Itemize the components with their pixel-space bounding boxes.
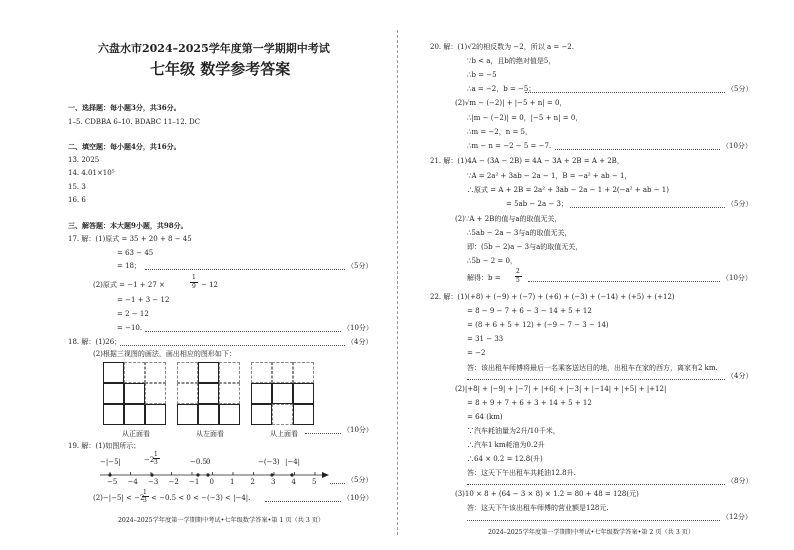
q17-part2-d: = 2 − 12 [117,310,149,318]
q20-line-4: ∴a = −2，b = −5； [467,85,536,93]
exam-title: 六盘水市2024–2025学年度第一学期期中考试 [98,42,330,55]
q19-line: 19. 解：(1)如图所示； [68,442,141,450]
q22-score-3: （12分） [722,513,752,521]
leader-dots [570,207,725,208]
q18-score-1: （4分） [347,338,373,346]
answer-16: 16. 6 [68,196,86,204]
front-view-label: 从正面看 [122,430,150,438]
q22-line-1: 22. 解：(1)(+8) + (−9) + (−7) + (+6) + (−3) + (−14) + (+5) + (+12) [430,293,675,301]
q21-part2-c: 即：(5b − 2)a − 3与a的取值无关， [467,243,583,251]
q19-score-1: （5分） [347,476,373,484]
number-line-tick-label: 0 [209,478,214,486]
leader-dots [145,269,345,270]
q17-part2-e: = −10. [117,324,143,332]
leader-dots [145,331,341,332]
q21-line-3: ∴原式 = A + 2B = 2a² + 3ab − 2a − 1 + 2(−a² + ab − 1) [467,186,669,194]
q21-part2-a: (2)∵A + 2B的值与a的取值无关， [455,215,562,223]
nl-point-label: −0.5 [190,458,207,466]
q19-part2: (2)−|−5| < −2 [93,494,145,502]
leader-dots [467,520,720,521]
q20-line-3: ∴b = −5 [467,71,497,79]
leader-dots [467,484,725,485]
q21-line-4: = 5ab − 2a − 3； [506,200,568,208]
section-1-answers: 1–5. CDBBA 6–10. BDABC 11–12. DC [68,118,201,126]
section-3-title: 三、解答题：本大题9小题，共98分。 [68,221,188,230]
left-view-figure [177,362,240,425]
q21-part2-d: ∴5b − 2 = 0， [467,257,517,265]
q17-part2-b: − 12 [201,281,218,289]
nl-point-label: −|−5| [100,458,121,466]
q21-line-1: 21. 解：(1)4A − (3A − 2B) = 4A − 3A + 2B = A + 2B， [430,157,624,165]
number-line-tick-label: 3 [271,478,276,486]
q18-line-1: 18. 解：(1)26； [68,338,122,346]
q18-line-2: (2)根据三视图的画法，画出相应的图形如下： [93,350,236,358]
top-view-label: 从上面看 [270,430,298,438]
top-view-figure [251,362,314,425]
q18-score-2: （10分） [343,426,373,434]
section-2-title: 二、填空题：每小题4分，共16分。 [68,142,181,151]
page-footer-right: 2024–2025学年度第一学期期中考试•七年级数学答案•第 2 页（共 3 页） [488,529,695,536]
q19-frac-num: 1 [143,489,147,496]
leader-dots [555,149,720,150]
leader-dots [120,345,345,346]
number-line-tick-label: 4 [291,478,296,486]
q20-line-2: ∵b < a，且b的绝对值是5， [467,57,556,65]
q21-part2-e: 解得：b = [467,274,501,282]
q17-part2-c: = −1 + 3 − 12 [117,296,170,304]
number-line-tick-label: −5 [107,478,118,486]
q21-score-1: （5分） [727,200,753,208]
q17-part2-a: (2)原式 = −1 + 27 × [93,281,165,289]
nl-point-label: |−4| [285,458,301,466]
front-view-figure [103,362,166,425]
leader-dots [265,501,341,502]
leader-dots [528,281,720,282]
number-line-tick-label: −1 [189,478,200,486]
q20-score-2: （10分） [722,142,752,150]
q21-score-2: （10分） [722,274,752,282]
number-line-tick-label: −2 [168,478,179,486]
q22-part3-a: (3)10 × 8 + (64 − 3 × 8) × 1.2 = 80 + 48 = 128(元) [455,490,639,498]
q22-line-4: = 31 − 33 [467,335,504,343]
q21-frac-num: 2 [516,268,520,275]
page-divider [397,30,398,535]
q20-line-1: 20. 解：(1)√2的相反数为 −2，所以 a = −2. [430,43,574,51]
q22-score-1: （4分） [727,372,753,380]
leader-dots [525,92,725,93]
q17-line-1: 17. 解：(1)原式 = 35 + 20 + 8 − 45 [68,235,192,243]
q22-part2-a: (2)|+8| + |−9| + |−7| + |+6| + |−3| + |−14| + |+5| + |+12| [455,385,667,393]
number-line-tick-label: 1 [230,478,235,486]
number-line-tick-label: −3 [148,478,159,486]
q20-part2-c: ∴m = −2，n = 5， [467,128,533,136]
answer-15: 15. 3 [68,183,86,191]
page-footer-left: 2024–2025学年度第一学期期中考试•七年级数学答案•第 1 页（共 3 页） [118,517,325,524]
q19-frac-den: 3 [143,497,147,504]
q19-part2-tail: < −0.5 < 0 < −(−3) < |−4|. [151,494,251,502]
q22-part2-c: = 64 (km) [467,413,503,421]
q22-answer-1: 答：该出租车师傅将最后一名乘客送达目的地，出租车在家的西方，离家有2 km. [467,364,718,372]
q22-line-2: = 8 − 9 − 7 + 6 − 3 − 14 + 5 + 12 [467,307,592,315]
q22-part3-b: 答：这天下午该出租车师傅的营业额是128元. [467,504,609,512]
q20-part2-a: (2)√m − (−2)| + |−5 + n| = 0， [455,99,567,107]
q22-line-5: = −2 [467,349,486,357]
q22-line-3: = (8 + 6 + 5 + 12) + (−9 − 7 − 3 − 14) [467,321,609,329]
nl-point-label: −(−3) [258,458,280,466]
q22-part2-f: ∴64 × 0.2 = 12.8(升) [467,455,543,463]
q22-part2-b: = 8 + 9 + 7 + 6 + 3 + 14 + 5 + 12 [467,399,592,407]
q21-frac-den: 5 [516,277,520,284]
section-1-title: 一、选择题：每小题3分，共36分。 [68,103,181,112]
answer-14: 14. 4.01×10⁵ [68,169,115,177]
nl-frac-den: 3 [154,459,158,466]
q20-score-1: （5分） [727,85,753,93]
q20-part2-b: ∴|m − (−2)| = 0，|−5 + n| = 0， [467,114,583,122]
q21-part2-b: ∴5ab − 2a − 3与a的取值无关， [467,229,572,237]
q20-part2-d: ∴m − n = −2 − 5 = −7. [467,142,552,150]
q22-score-2: （8分） [727,477,753,485]
left-view-label: 从左面看 [196,430,224,438]
subject-title: 七年级 数学参考答案 [150,60,291,78]
q17-line-3: = 18； [117,262,141,270]
q22-part2-g: 答：这天下午出租车共耗油12.8升. [467,469,576,477]
number-line-tick-label: −4 [127,478,138,486]
leader-dots [305,433,341,434]
number-line-tick-label: 5 [312,478,317,486]
q22-part2-e: ∴汽车1 km耗油为0.2升 [467,441,545,449]
q17-line-2: = 63 − 45 [117,249,154,257]
q22-part2-d: ∵汽车耗油量为2升/10千米， [467,427,560,435]
number-line-tick-label: 2 [250,478,255,486]
q17-score-2: （10分） [343,324,373,332]
answer-13: 13. 2025 [68,156,100,164]
q19-score-2: （10分） [343,494,373,502]
q17-score-1: （5分） [347,262,373,270]
nl-frac-num: 1 [154,451,158,458]
fraction-denominator: 9 [192,283,196,290]
leader-dots [330,483,345,484]
fraction-numerator: 1 [192,274,196,281]
nl-point-label: −2 [144,456,155,464]
q21-line-2: ∵A = 2a² + 3ab − 2a − 1，B = −a² + ab − 1， [467,172,632,180]
leader-dots [467,379,725,380]
nl-point-label: 0 [206,458,211,466]
